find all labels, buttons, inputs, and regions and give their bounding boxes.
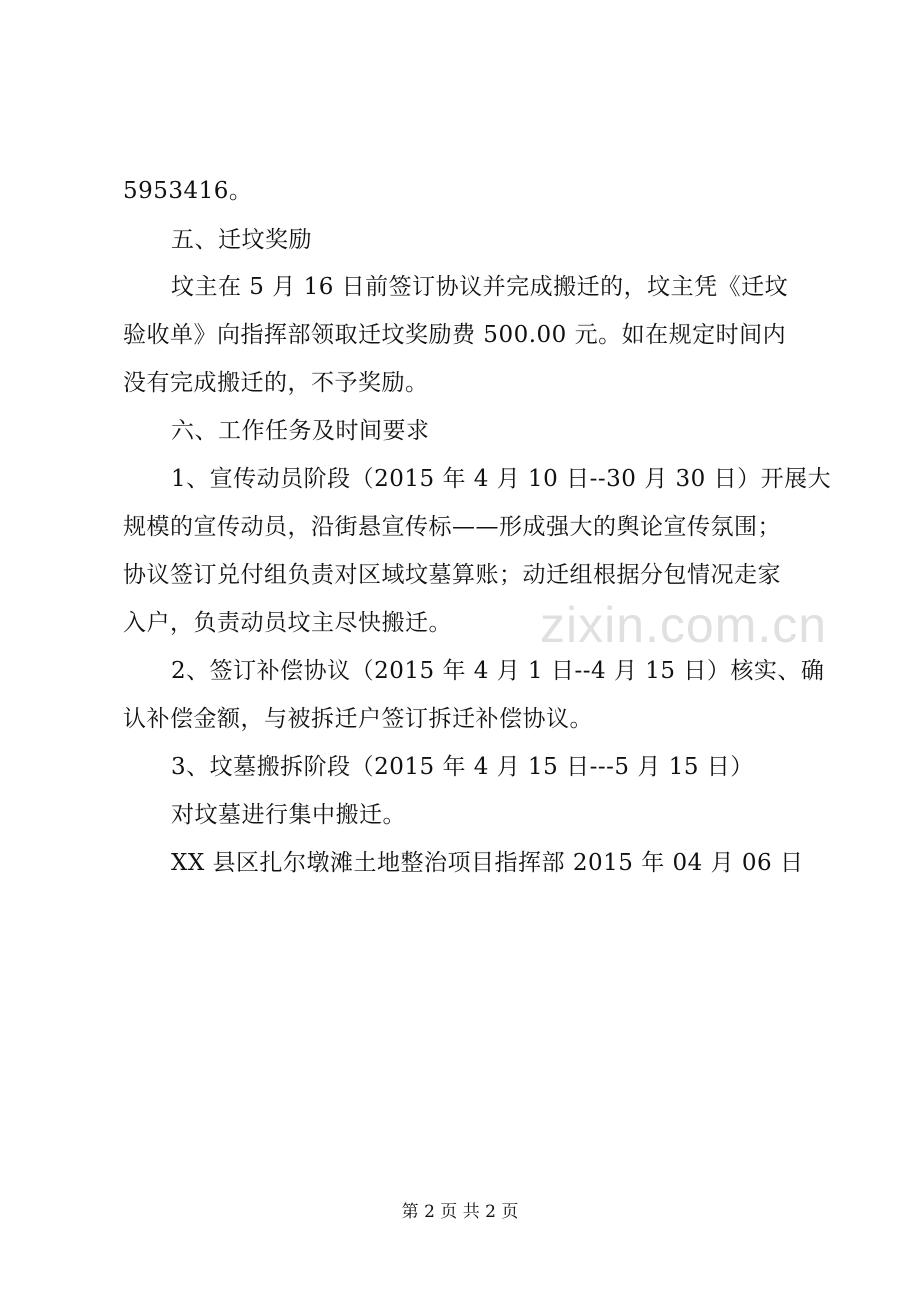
text-line: 3、坟墓搬拆阶段（2015 年 4 月 15 日---5 月 15 日） <box>171 754 754 780</box>
section-heading: 五、迁坟奖励 <box>171 227 312 253</box>
text-line: 入户，负责动员坟主尽快搬迁。 <box>123 610 452 636</box>
text-line: 坟主在 5 月 16 日前签订协议并完成搬迁的，坟主凭《迁坟 <box>171 274 789 300</box>
text-line: 认补偿金额，与被拆迁户签订拆迁补偿协议。 <box>123 706 593 732</box>
page-footer: 第 2 页 共 2 页 <box>401 1202 519 1222</box>
text-line: 协议签订兑付组负责对区域坟墓算账；动迁组根据分包情况走家 <box>123 562 781 588</box>
watermark: zixin.com.cn <box>540 597 828 653</box>
text-line: 2、签订补偿协议（2015 年 4 月 1 日--4 月 15 日）核实、确 <box>171 658 825 684</box>
signature-line: XX 县区扎尔墩滩土地整治项目指挥部 2015 年 04 月 06 日 <box>171 850 804 876</box>
text-line: 没有完成搬迁的，不予奖励。 <box>123 370 429 396</box>
text-line: 对坟墓进行集中搬迁。 <box>171 802 406 828</box>
text-line: 5953416。 <box>123 178 253 204</box>
section-heading: 六、工作任务及时间要求 <box>171 418 430 444</box>
text-line: 规模的宣传动员，沿街悬宣传标——形成强大的舆论宣传氛围； <box>123 514 781 540</box>
text-line: 验收单》向指挥部领取迁坟奖励费 500.00 元。如在规定时间内 <box>123 322 787 348</box>
text-line: 1、宣传动员阶段（2015 年 4 月 10 日--30 月 30 日）开展大 <box>171 466 832 492</box>
